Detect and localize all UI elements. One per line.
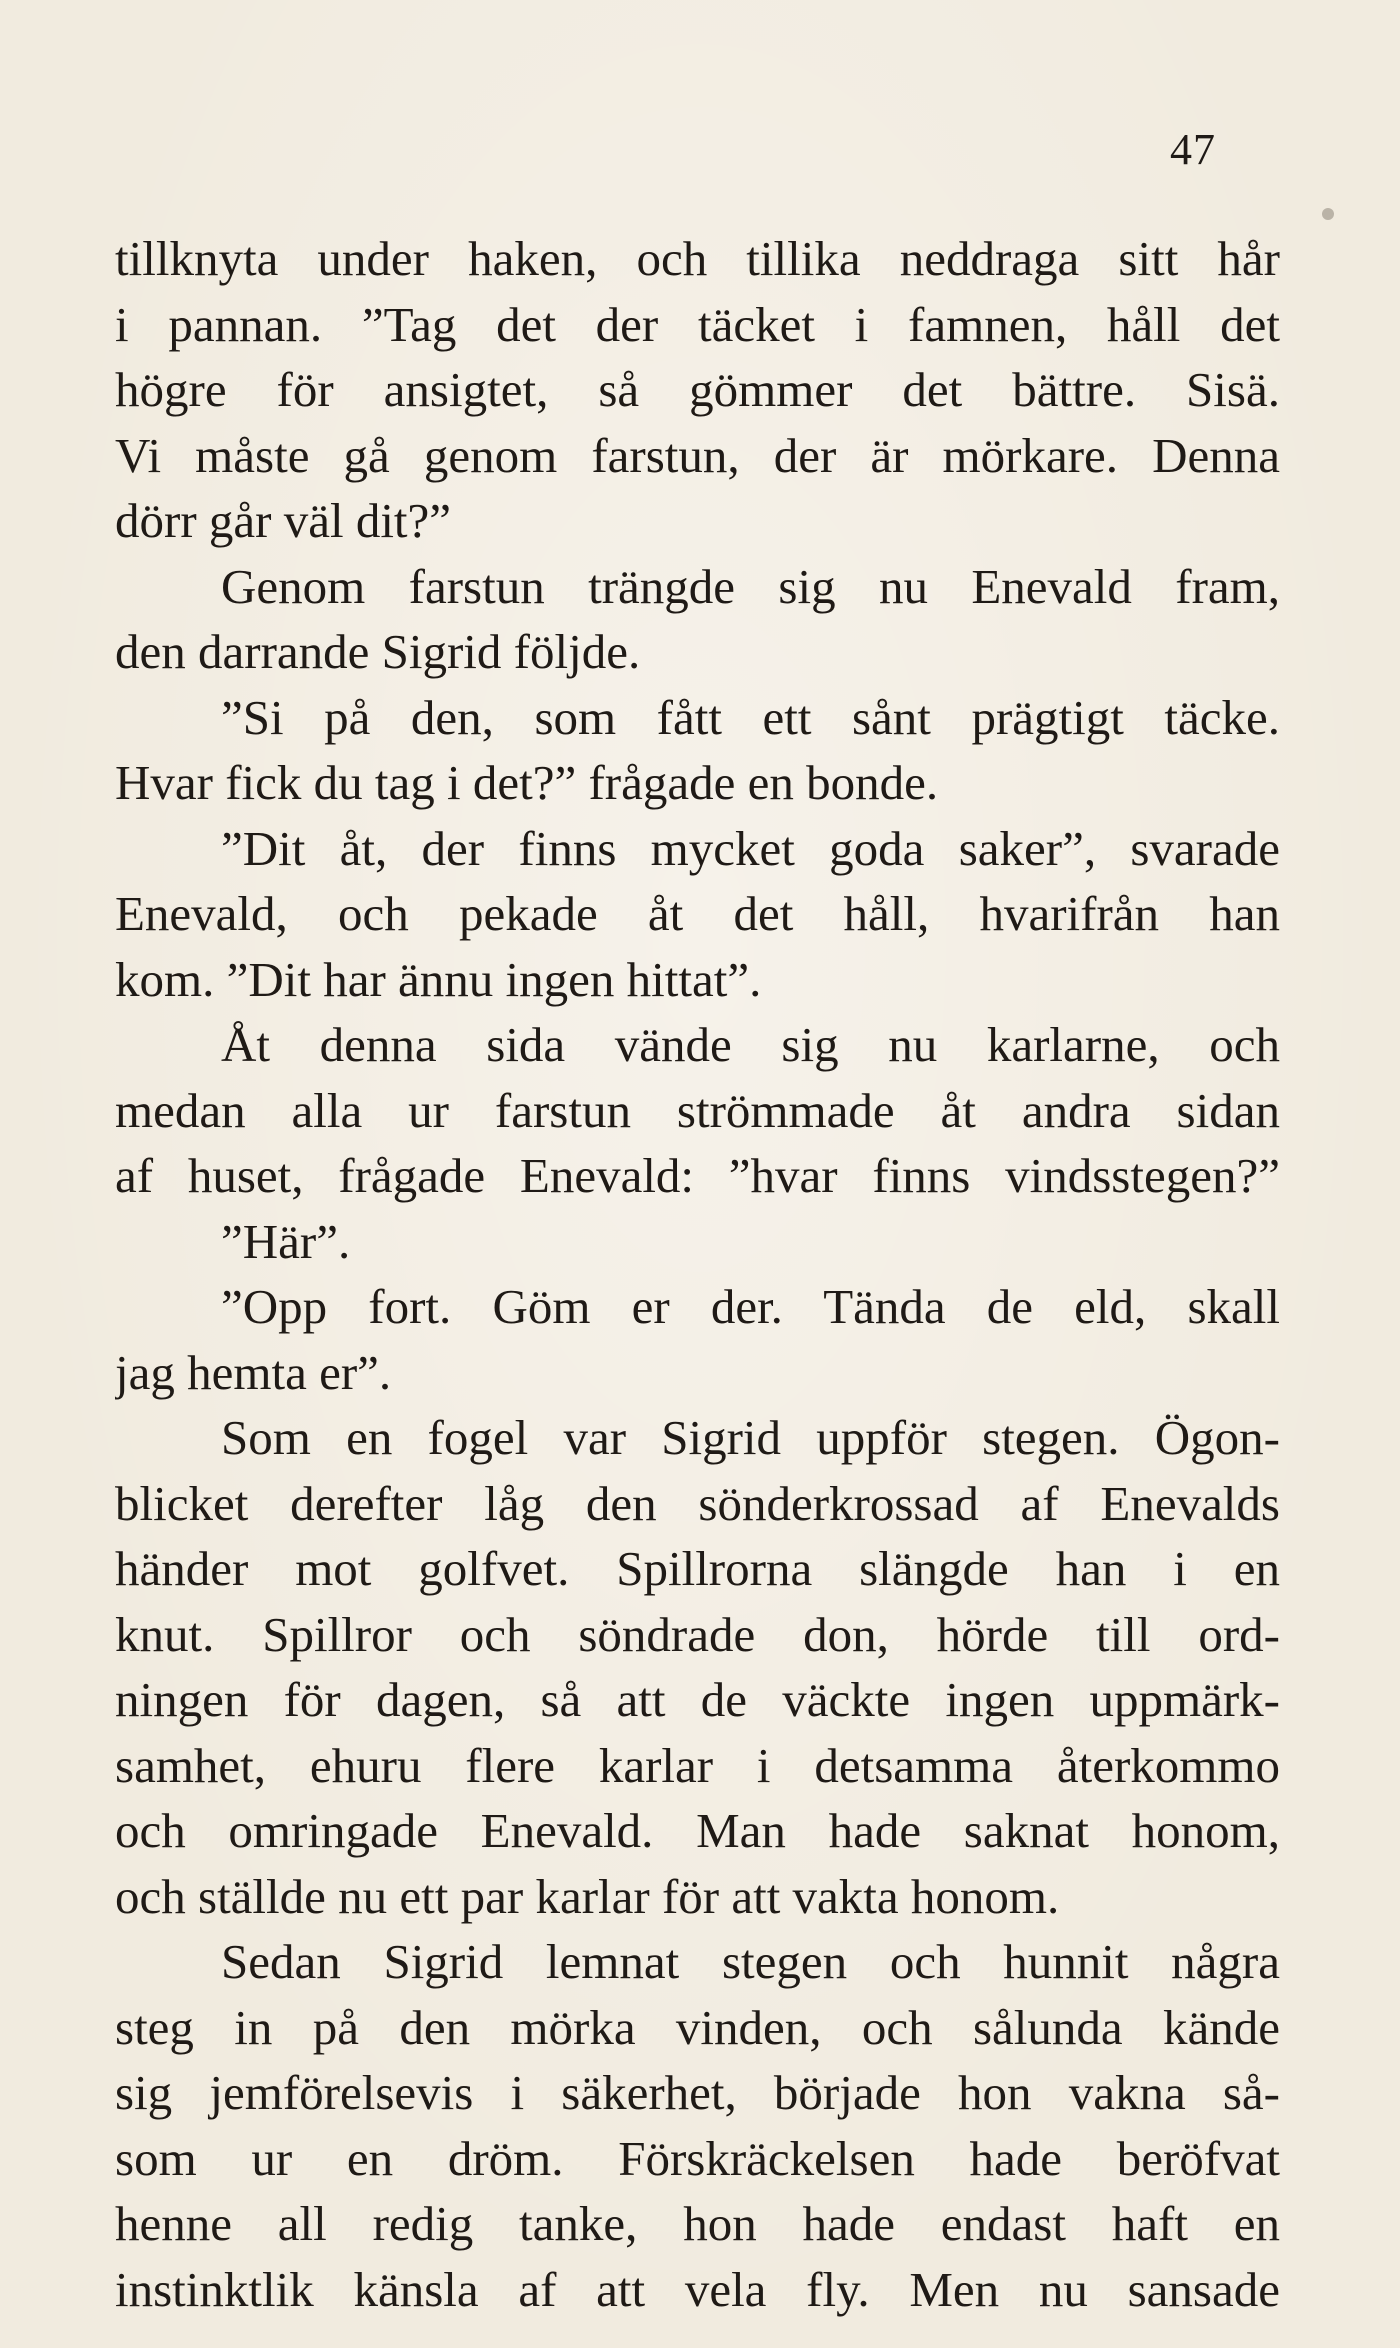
text-line: händer mot golfvet. Spillrorna slängde han i en [115,1541,1280,1596]
text-line: ”Si på den, som fått ett sånt prägtigt täcke. [221,689,1280,745]
text-line: och ställde nu ett par karlar för att vakta honom. [115,1868,1060,1924]
text-line: ”Dit åt, der finns mycket goda saker”, svarade [221,820,1280,876]
text-line: Sedan Sigrid lemnat stegen och hunnit några [221,1934,1280,1989]
page-number: 47 [1170,125,1216,174]
text-line: ”Här”. [221,1213,351,1269]
text-line: jag hemta er”. [115,1344,392,1400]
text-line: henne all redig tanke, hon hade endast haft en [115,2196,1280,2251]
text-line: ningen för dagen, så att de väckte ingen uppmärk- [115,1672,1280,1727]
text-line: Åt denna sida vände sig nu karlarne, och [221,1017,1280,1072]
text-line: den darrande Sigrid följde. [115,624,641,679]
text-line: kom. ”Dit har ännu ingen hittat”. [115,951,762,1007]
text-line: medan alla ur farstun strömmade åt andra sidan [115,1082,1280,1138]
text-line: Vi måste gå genom farstun, der är mörkare. Denna [115,427,1280,483]
text-line: Hvar fick du tag i det?” frågade en bonde. [115,755,939,810]
text-line: i pannan. ”Tag det der täcket i famnen, håll det [115,296,1280,352]
text-line: samhet, ehuru flere karlar i detsamma återkommo [115,1737,1280,1793]
text-line: Enevald, och pekade åt det håll, hvarifrån han [115,886,1280,941]
text-line: dörr går väl dit?” [115,493,452,548]
text-line: högre för ansigtet, så gömmer det bättre. Sisä. [115,362,1280,417]
text-line: Som en fogel var Sigrid uppför stegen. Ögon- [221,1410,1280,1465]
text-line: Genom farstun trängde sig nu Enevald fram, [221,558,1280,614]
text-line: och omringade Enevald. Man hade saknat honom, [115,1803,1280,1858]
text-line: steg in på den mörka vinden, och sålunda kände [115,1999,1280,2055]
text-line: som ur en dröm. Förskräckelsen hade beröfvat [115,2130,1280,2186]
text-line: ”Opp fort. Göm er der. Tända de eld, skall [221,1279,1280,1334]
text-line: blicket derefter låg den sönderkrossad af Enevalds [115,1475,1280,1531]
text-line: af huset, frågade Enevald: ”hvar finns vindsstegen?” [115,1148,1280,1203]
text-line: sig jemförelsevis i säkerhet, började hon vakna så- [115,2065,1280,2120]
text-line: knut. Spillror och söndrade don, hörde till ord- [115,1606,1280,1662]
paper-speck [1322,208,1334,220]
body-text [115,226,1280,2322]
text-line: tillknyta under haken, och tillika neddraga sitt hår [115,231,1280,286]
text-line: instinktlik känsla af att vela fly. Men nu sansade [115,2261,1280,2317]
